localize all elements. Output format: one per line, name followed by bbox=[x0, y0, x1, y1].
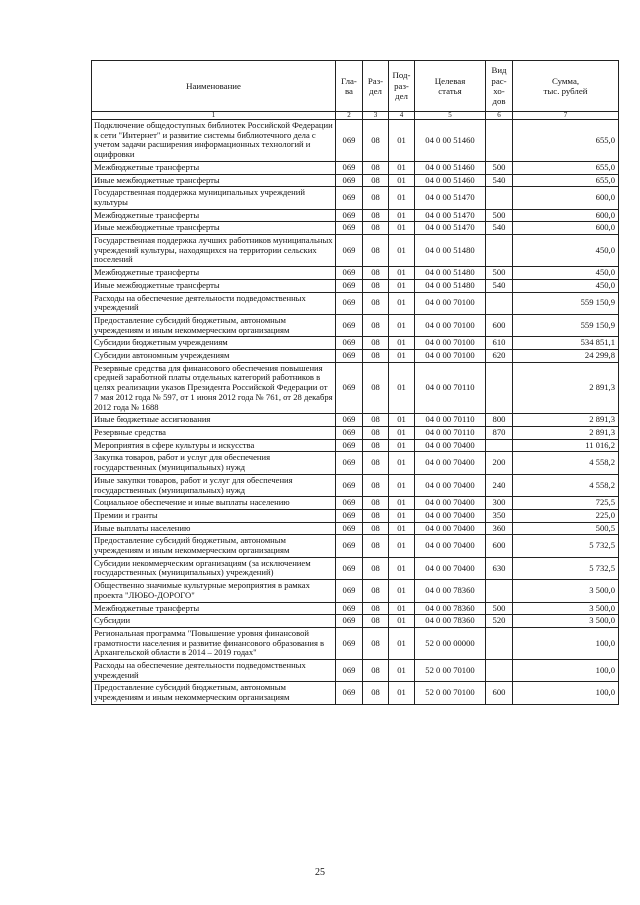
row-podrazdel: 01 bbox=[389, 627, 415, 659]
col-number: 4 bbox=[389, 112, 415, 120]
row-razdel: 08 bbox=[363, 279, 389, 292]
row-glava: 069 bbox=[336, 557, 363, 579]
row-glava: 069 bbox=[336, 337, 363, 350]
row-target: 04 0 00 51460 bbox=[415, 174, 486, 187]
row-razdel: 08 bbox=[363, 660, 389, 682]
row-sum: 4 558,2 bbox=[513, 452, 619, 474]
row-razdel: 08 bbox=[363, 222, 389, 235]
table-row bbox=[92, 660, 619, 682]
row-sum: 534 851,1 bbox=[513, 337, 619, 350]
row-vid: 600 bbox=[486, 535, 513, 557]
header-razdel: Раз- дел bbox=[363, 61, 389, 112]
row-razdel: 08 bbox=[363, 426, 389, 439]
row-target: 04 0 00 70400 bbox=[415, 535, 486, 557]
row-podrazdel: 01 bbox=[389, 557, 415, 579]
row-glava: 069 bbox=[336, 627, 363, 659]
row-podrazdel: 01 bbox=[389, 161, 415, 174]
table-row bbox=[92, 535, 619, 557]
row-glava: 069 bbox=[336, 187, 363, 209]
row-vid bbox=[486, 439, 513, 452]
row-target: 04 0 00 51480 bbox=[415, 279, 486, 292]
row-razdel: 08 bbox=[363, 439, 389, 452]
row-glava: 069 bbox=[336, 615, 363, 628]
table-row bbox=[92, 267, 619, 280]
table-row bbox=[92, 557, 619, 579]
row-vid: 500 bbox=[486, 602, 513, 615]
row-razdel: 08 bbox=[363, 557, 389, 579]
row-name: Иные межбюджетные трансферты bbox=[92, 174, 336, 187]
row-razdel: 08 bbox=[363, 452, 389, 474]
column-number-row bbox=[92, 112, 619, 120]
row-podrazdel: 01 bbox=[389, 314, 415, 336]
header-glava: Гла- ва bbox=[336, 61, 363, 112]
row-razdel: 08 bbox=[363, 602, 389, 615]
header-podrazdel: Под- раз- дел bbox=[389, 61, 415, 112]
col-number: 2 bbox=[336, 112, 363, 120]
table-row bbox=[92, 174, 619, 187]
row-target: 04 0 00 70100 bbox=[415, 350, 486, 363]
row-name: Межбюджетные трансферты bbox=[92, 602, 336, 615]
row-vid bbox=[486, 292, 513, 314]
row-vid: 800 bbox=[486, 414, 513, 427]
col-number: 7 bbox=[513, 112, 619, 120]
row-name: Иные выплаты населению bbox=[92, 522, 336, 535]
row-sum: 600,0 bbox=[513, 187, 619, 209]
row-vid bbox=[486, 627, 513, 659]
row-podrazdel: 01 bbox=[389, 337, 415, 350]
row-sum: 500,5 bbox=[513, 522, 619, 535]
row-target: 04 0 00 70100 bbox=[415, 337, 486, 350]
row-vid: 300 bbox=[486, 497, 513, 510]
row-target: 04 0 00 70400 bbox=[415, 509, 486, 522]
row-glava: 069 bbox=[336, 350, 363, 363]
col-number: 6 bbox=[486, 112, 513, 120]
row-vid: 500 bbox=[486, 161, 513, 174]
row-name: Премии и гранты bbox=[92, 509, 336, 522]
row-glava: 069 bbox=[336, 314, 363, 336]
row-razdel: 08 bbox=[363, 615, 389, 628]
row-target: 04 0 00 70400 bbox=[415, 557, 486, 579]
row-sum: 559 150,9 bbox=[513, 292, 619, 314]
table-row bbox=[92, 452, 619, 474]
row-name: Расходы на обеспечение деятельности подведомственных учреждений bbox=[92, 660, 336, 682]
row-name: Субсидии бюджетным учреждениям bbox=[92, 337, 336, 350]
row-glava: 069 bbox=[336, 174, 363, 187]
row-target: 04 0 00 70400 bbox=[415, 522, 486, 535]
row-name: Региональная программа "Повышение уровня финансовой грамотности населения и развитие финансового образования в Архангельской области в 2014 – 2019 годах" bbox=[92, 627, 336, 659]
row-name: Иные межбюджетные трансферты bbox=[92, 279, 336, 292]
row-target: 04 0 00 51480 bbox=[415, 267, 486, 280]
header-vid: Вид рас- хо- дов bbox=[486, 61, 513, 112]
row-podrazdel: 01 bbox=[389, 602, 415, 615]
page-number: 25 bbox=[315, 867, 325, 878]
table-row bbox=[92, 161, 619, 174]
row-razdel: 08 bbox=[363, 174, 389, 187]
row-podrazdel: 01 bbox=[389, 452, 415, 474]
row-glava: 069 bbox=[336, 120, 363, 162]
header-row bbox=[92, 61, 619, 112]
row-podrazdel: 01 bbox=[389, 535, 415, 557]
row-target: 04 0 00 70100 bbox=[415, 292, 486, 314]
row-name: Государственная поддержка муниципальных учреждений культуры bbox=[92, 187, 336, 209]
row-sum: 2 891,3 bbox=[513, 362, 619, 414]
row-sum: 11 016,2 bbox=[513, 439, 619, 452]
row-target: 04 0 00 51470 bbox=[415, 209, 486, 222]
row-sum: 100,0 bbox=[513, 660, 619, 682]
row-target: 04 0 00 70400 bbox=[415, 452, 486, 474]
row-target: 04 0 00 70110 bbox=[415, 426, 486, 439]
row-sum: 655,0 bbox=[513, 120, 619, 162]
row-target: 04 0 00 70100 bbox=[415, 314, 486, 336]
row-sum: 450,0 bbox=[513, 267, 619, 280]
row-name: Общественно значимые культурные мероприятия в рамках проекта "ЛЮБО-ДОРОГО" bbox=[92, 580, 336, 602]
table-row bbox=[92, 209, 619, 222]
table-row bbox=[92, 474, 619, 496]
row-target: 04 0 00 78360 bbox=[415, 580, 486, 602]
row-name: Межбюджетные трансферты bbox=[92, 267, 336, 280]
row-target: 52 0 00 70100 bbox=[415, 682, 486, 704]
row-sum: 100,0 bbox=[513, 682, 619, 704]
row-vid: 620 bbox=[486, 350, 513, 363]
row-glava: 069 bbox=[336, 580, 363, 602]
row-vid: 540 bbox=[486, 222, 513, 235]
row-name: Предоставление субсидий бюджетным, автономным учреждениям и иным некоммерческим организациям bbox=[92, 535, 336, 557]
header-name: Наименование bbox=[92, 61, 336, 112]
row-razdel: 08 bbox=[363, 209, 389, 222]
row-sum: 225,0 bbox=[513, 509, 619, 522]
row-podrazdel: 01 bbox=[389, 414, 415, 427]
table-row bbox=[92, 615, 619, 628]
table-row bbox=[92, 222, 619, 235]
row-vid: 240 bbox=[486, 474, 513, 496]
row-vid: 540 bbox=[486, 174, 513, 187]
row-name: Межбюджетные трансферты bbox=[92, 209, 336, 222]
row-target: 52 0 00 70100 bbox=[415, 660, 486, 682]
table-row bbox=[92, 414, 619, 427]
row-razdel: 08 bbox=[363, 682, 389, 704]
row-podrazdel: 01 bbox=[389, 509, 415, 522]
row-target: 04 0 00 51470 bbox=[415, 187, 486, 209]
row-podrazdel: 01 bbox=[389, 267, 415, 280]
header-sum: Сумма, тыс. рублей bbox=[513, 61, 619, 112]
row-name: Расходы на обеспечение деятельности подведомственных учреждений bbox=[92, 292, 336, 314]
row-razdel: 08 bbox=[363, 267, 389, 280]
row-glava: 069 bbox=[336, 452, 363, 474]
row-sum: 725,5 bbox=[513, 497, 619, 510]
row-sum: 450,0 bbox=[513, 235, 619, 267]
row-sum: 4 558,2 bbox=[513, 474, 619, 496]
row-razdel: 08 bbox=[363, 161, 389, 174]
row-razdel: 08 bbox=[363, 509, 389, 522]
table-row bbox=[92, 362, 619, 414]
row-vid: 630 bbox=[486, 557, 513, 579]
row-target: 04 0 00 51460 bbox=[415, 161, 486, 174]
table-row bbox=[92, 682, 619, 704]
row-razdel: 08 bbox=[363, 337, 389, 350]
row-target: 04 0 00 70400 bbox=[415, 497, 486, 510]
row-vid: 350 bbox=[486, 509, 513, 522]
row-name: Субсидии bbox=[92, 615, 336, 628]
row-razdel: 08 bbox=[363, 522, 389, 535]
row-name: Резервные средства bbox=[92, 426, 336, 439]
row-name: Субсидии автономным учреждениям bbox=[92, 350, 336, 363]
row-razdel: 08 bbox=[363, 120, 389, 162]
row-target: 04 0 00 78360 bbox=[415, 602, 486, 615]
row-podrazdel: 01 bbox=[389, 682, 415, 704]
row-name: Предоставление субсидий бюджетным, автономным учреждениям и иным некоммерческим организациям bbox=[92, 682, 336, 704]
table-row bbox=[92, 497, 619, 510]
row-name: Иные бюджетные ассигнования bbox=[92, 414, 336, 427]
row-sum: 24 299,8 bbox=[513, 350, 619, 363]
row-glava: 069 bbox=[336, 497, 363, 510]
table-row bbox=[92, 187, 619, 209]
col-number: 1 bbox=[92, 112, 336, 120]
row-sum: 5 732,5 bbox=[513, 535, 619, 557]
row-glava: 069 bbox=[336, 522, 363, 535]
row-podrazdel: 01 bbox=[389, 209, 415, 222]
row-vid: 600 bbox=[486, 314, 513, 336]
row-sum: 5 732,5 bbox=[513, 557, 619, 579]
row-glava: 069 bbox=[336, 292, 363, 314]
row-glava: 069 bbox=[336, 235, 363, 267]
row-podrazdel: 01 bbox=[389, 174, 415, 187]
row-target: 04 0 00 70400 bbox=[415, 474, 486, 496]
row-glava: 069 bbox=[336, 439, 363, 452]
row-podrazdel: 01 bbox=[389, 497, 415, 510]
row-glava: 069 bbox=[336, 509, 363, 522]
row-target: 04 0 00 78360 bbox=[415, 615, 486, 628]
row-glava: 069 bbox=[336, 426, 363, 439]
row-razdel: 08 bbox=[363, 350, 389, 363]
row-name: Резервные средства для финансового обеспечения повышения средней заработной платы отдельных категорий работников в целях реализации указов Президента Российской Федерации от 7 мая 2012 года № 597, от 1 июня 2012 года № 761, от 28 декабря 2012 года № 1688 bbox=[92, 362, 336, 414]
row-podrazdel: 01 bbox=[389, 120, 415, 162]
row-razdel: 08 bbox=[363, 414, 389, 427]
row-vid: 500 bbox=[486, 267, 513, 280]
row-name: Предоставление субсидий бюджетным, автономным учреждениям и иным некоммерческим организациям bbox=[92, 314, 336, 336]
col-number: 3 bbox=[363, 112, 389, 120]
row-podrazdel: 01 bbox=[389, 235, 415, 267]
row-vid: 520 bbox=[486, 615, 513, 628]
row-podrazdel: 01 bbox=[389, 350, 415, 363]
row-target: 04 0 00 51460 bbox=[415, 120, 486, 162]
row-razdel: 08 bbox=[363, 292, 389, 314]
row-podrazdel: 01 bbox=[389, 222, 415, 235]
row-glava: 069 bbox=[336, 535, 363, 557]
row-razdel: 08 bbox=[363, 235, 389, 267]
row-target: 04 0 00 70400 bbox=[415, 439, 486, 452]
row-name: Государственная поддержка лучших работников муниципальных учреждений культуры, находящихся на территории сельских поселений bbox=[92, 235, 336, 267]
row-vid: 600 bbox=[486, 682, 513, 704]
row-razdel: 08 bbox=[363, 474, 389, 496]
row-razdel: 08 bbox=[363, 535, 389, 557]
row-razdel: 08 bbox=[363, 187, 389, 209]
row-sum: 3 500,0 bbox=[513, 580, 619, 602]
row-glava: 069 bbox=[336, 414, 363, 427]
row-glava: 069 bbox=[336, 474, 363, 496]
row-name: Социальное обеспечение и иные выплаты населению bbox=[92, 497, 336, 510]
row-sum: 3 500,0 bbox=[513, 615, 619, 628]
row-razdel: 08 bbox=[363, 314, 389, 336]
row-target: 52 0 00 00000 bbox=[415, 627, 486, 659]
budget-table bbox=[91, 60, 619, 705]
table-row bbox=[92, 279, 619, 292]
row-glava: 069 bbox=[336, 209, 363, 222]
row-vid: 200 bbox=[486, 452, 513, 474]
row-vid bbox=[486, 235, 513, 267]
row-vid: 870 bbox=[486, 426, 513, 439]
row-sum: 2 891,3 bbox=[513, 414, 619, 427]
row-vid bbox=[486, 362, 513, 414]
row-sum: 100,0 bbox=[513, 627, 619, 659]
table-row bbox=[92, 509, 619, 522]
table-row bbox=[92, 292, 619, 314]
row-glava: 069 bbox=[336, 222, 363, 235]
row-target: 04 0 00 70110 bbox=[415, 362, 486, 414]
row-name: Подключение общедоступных библиотек Российской Федерации к сети "Интернет" и развитие системы библиотечного дела с учетом задачи расширения информационных технологий и оцифровки bbox=[92, 120, 336, 162]
table-row bbox=[92, 522, 619, 535]
table-row bbox=[92, 439, 619, 452]
row-vid bbox=[486, 120, 513, 162]
table-row bbox=[92, 350, 619, 363]
col-number: 5 bbox=[415, 112, 486, 120]
table-row bbox=[92, 314, 619, 336]
row-target: 04 0 00 51480 bbox=[415, 235, 486, 267]
table-row bbox=[92, 426, 619, 439]
row-podrazdel: 01 bbox=[389, 522, 415, 535]
row-vid bbox=[486, 660, 513, 682]
row-glava: 069 bbox=[336, 602, 363, 615]
row-vid: 540 bbox=[486, 279, 513, 292]
row-sum: 3 500,0 bbox=[513, 602, 619, 615]
row-name: Иные межбюджетные трансферты bbox=[92, 222, 336, 235]
row-sum: 450,0 bbox=[513, 279, 619, 292]
row-vid: 500 bbox=[486, 209, 513, 222]
row-sum: 559 150,9 bbox=[513, 314, 619, 336]
table-row bbox=[92, 627, 619, 659]
table-row bbox=[92, 580, 619, 602]
table-row bbox=[92, 602, 619, 615]
row-podrazdel: 01 bbox=[389, 279, 415, 292]
row-podrazdel: 01 bbox=[389, 474, 415, 496]
row-podrazdel: 01 bbox=[389, 660, 415, 682]
row-glava: 069 bbox=[336, 682, 363, 704]
row-podrazdel: 01 bbox=[389, 187, 415, 209]
row-name: Иные закупки товаров, работ и услуг для обеспечения государственных (муниципальных) нужд bbox=[92, 474, 336, 496]
row-razdel: 08 bbox=[363, 497, 389, 510]
row-razdel: 08 bbox=[363, 362, 389, 414]
row-glava: 069 bbox=[336, 362, 363, 414]
row-glava: 069 bbox=[336, 267, 363, 280]
row-sum: 600,0 bbox=[513, 209, 619, 222]
row-vid bbox=[486, 187, 513, 209]
row-podrazdel: 01 bbox=[389, 362, 415, 414]
row-sum: 655,0 bbox=[513, 161, 619, 174]
row-vid: 610 bbox=[486, 337, 513, 350]
row-razdel: 08 bbox=[363, 580, 389, 602]
table-row bbox=[92, 235, 619, 267]
row-name: Закупка товаров, работ и услуг для обеспечения государственных (муниципальных) нужд bbox=[92, 452, 336, 474]
row-name: Мероприятия в сфере культуры и искусства bbox=[92, 439, 336, 452]
row-podrazdel: 01 bbox=[389, 580, 415, 602]
row-vid bbox=[486, 580, 513, 602]
table-row bbox=[92, 337, 619, 350]
row-podrazdel: 01 bbox=[389, 426, 415, 439]
row-target: 04 0 00 70110 bbox=[415, 414, 486, 427]
row-podrazdel: 01 bbox=[389, 439, 415, 452]
row-sum: 600,0 bbox=[513, 222, 619, 235]
row-glava: 069 bbox=[336, 161, 363, 174]
header-target: Целевая статья bbox=[415, 61, 486, 112]
row-name: Межбюджетные трансферты bbox=[92, 161, 336, 174]
row-glava: 069 bbox=[336, 279, 363, 292]
row-podrazdel: 01 bbox=[389, 615, 415, 628]
row-sum: 2 891,3 bbox=[513, 426, 619, 439]
row-name: Субсидии некоммерческим организациям (за исключением государственных (муниципальных) учреждений) bbox=[92, 557, 336, 579]
row-podrazdel: 01 bbox=[389, 292, 415, 314]
row-vid: 360 bbox=[486, 522, 513, 535]
row-glava: 069 bbox=[336, 660, 363, 682]
row-target: 04 0 00 51470 bbox=[415, 222, 486, 235]
row-sum: 655,0 bbox=[513, 174, 619, 187]
table-row bbox=[92, 120, 619, 162]
row-razdel: 08 bbox=[363, 627, 389, 659]
